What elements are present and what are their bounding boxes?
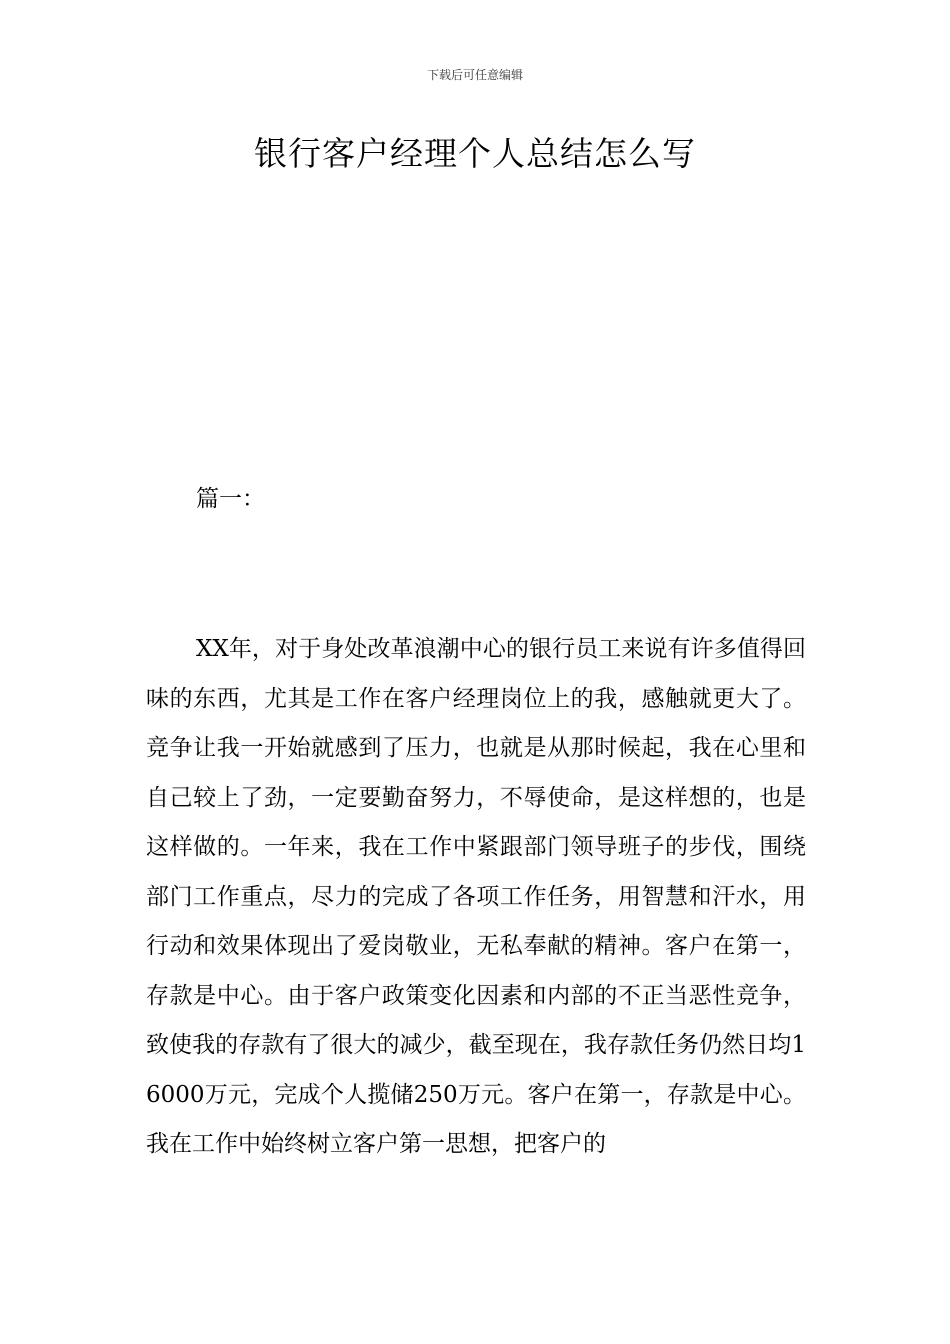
document-title: 银行客户经理个人总结怎么写 — [254, 134, 696, 173]
body-paragraph: XX年，对于身处改革浪潮中心的银行员工来说有许多值得回味的东西，尤其是工作在客户经理岗位上的我，感触就更大了。竞争让我一开始就感到了压力，也就是从那时候起，我在心里和自己较上了劲，一定要勤奋努力，不辱使命，是这样想的，也是这样做的。一年来，我在工作中紧跟部门领导班子的步伐，围绕部门工作重点，尽力的完成了各项工作任务，用智慧和汗水，用行动和效果体现出了爱岗敬业，无私奉献的精神。客户在第一，存款是中心。由于客户政策变化因素和内部的不正当恶性竞争，致使我的存款有了很大的减少，截至现在，我存款任务仍然日均16000万元，完成个人揽储250万元。客户在第一，存款是中心。我在工作中始终树立客户第一思想，把客户的 — [146, 636, 806, 1157]
section-heading: 篇一： — [196, 486, 265, 512]
header-note: 下载后可任意编辑 — [426, 68, 523, 82]
